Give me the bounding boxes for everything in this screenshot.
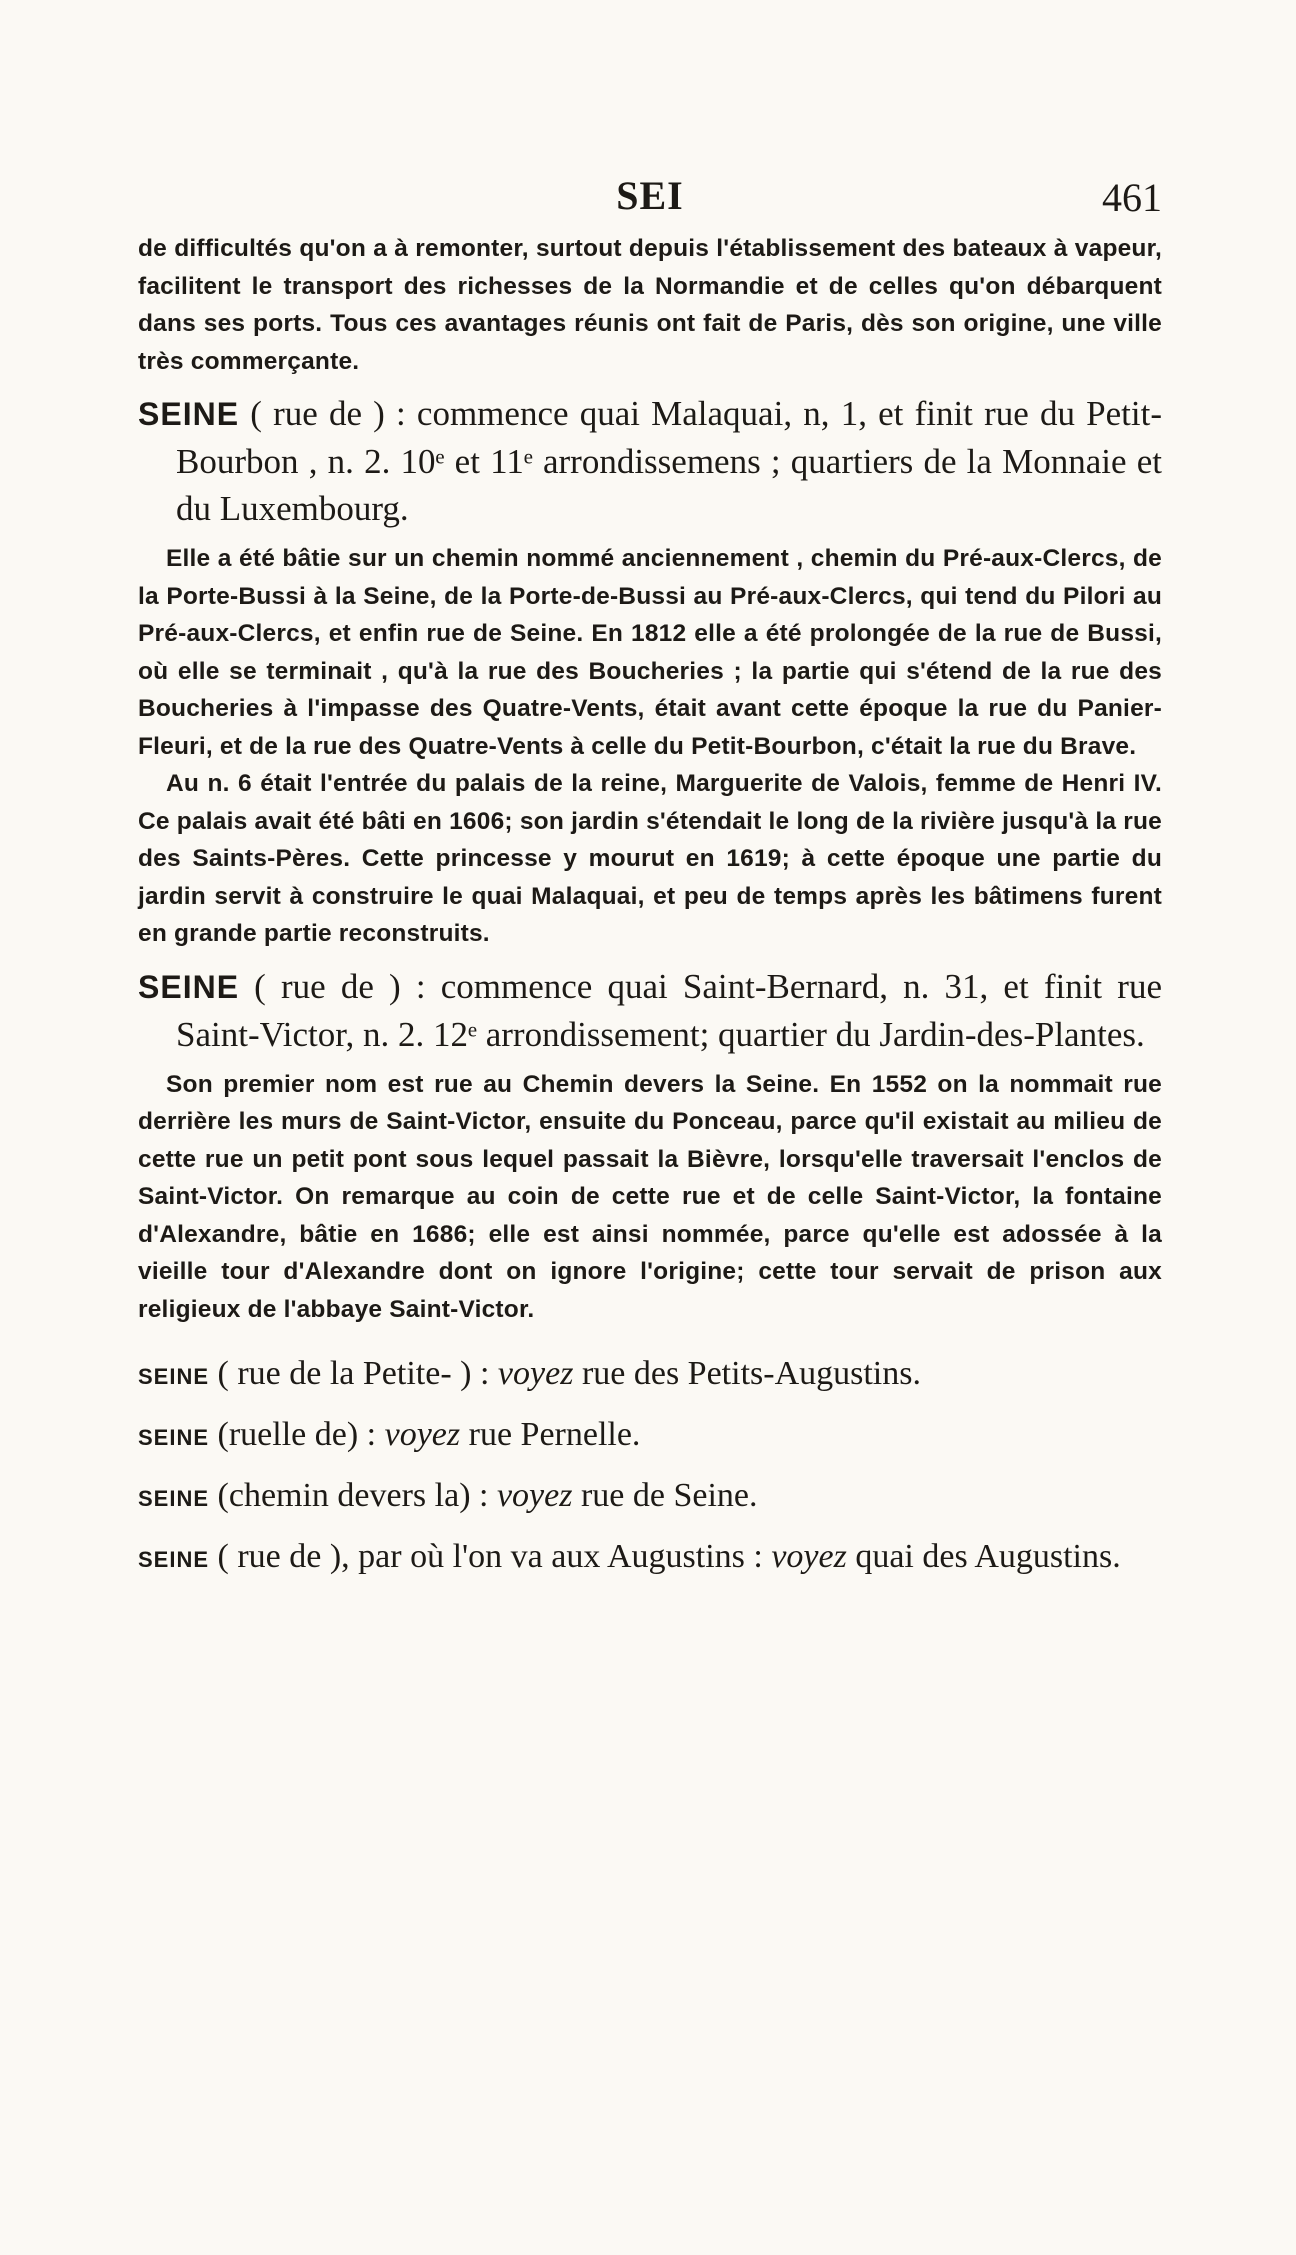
entry-heading-text: ( rue de ) : commence quai Malaquai, n, 1, et finit rue du Petit-Bourbon , n. 2. 10ᵉ et 11ᵉ arrondissemens ; quartiers de la Monnaie et du Luxembourg. — [176, 394, 1162, 528]
entry-paragraph: Au n. 6 était l'entrée du palais de la reine, Marguerite de Valois, femme de Henri IV. Ce palais avait été bâti en 1606; son jardin s'étendait le long de la rivière jusqu'à la rue des Saints-Pères. Cette princesse y mourut en 1619; à cette époque une partie du jardin servit à construire le quai Malaquai, et peu de temps après les bâtimens furent en grande partie reconstruits. — [138, 770, 1162, 947]
entry-heading-text: ( rue de ) : commence quai Saint-Bernard, n. 31, et finit rue Saint-Victor, n. 2. 12ᵉ arrondissement; quartier du Jardin-des-Plantes. — [176, 966, 1162, 1054]
running-head — [138, 160, 1162, 230]
cross-reference: SEINE ( rue de ), par où l'on va aux Augustins : voyez quai des Augustins. — [138, 1538, 1121, 1575]
xref-target: rue des Petits-Augustins. — [573, 1355, 921, 1392]
see-marker: voyez — [771, 1538, 847, 1575]
entry-rue-de-seine-1 — [138, 390, 1162, 953]
xref-keyword: SEINE — [138, 1486, 210, 1511]
cross-reference: SEINE (chemin devers la) : voyez rue de Seine. — [138, 1477, 758, 1514]
entry-keyword: SEINE — [138, 396, 240, 432]
xref-target: quai des Augustins. — [846, 1538, 1121, 1575]
entry-heading — [138, 963, 1162, 1058]
running-head-title: SEI — [616, 173, 684, 218]
book-page — [138, 160, 1162, 1592]
xref-target: rue Pernelle. — [460, 1416, 641, 1453]
xref-keyword: SEINE — [138, 1425, 210, 1450]
xref-keyword: SEINE — [138, 1364, 210, 1389]
see-marker: voyez — [496, 1477, 573, 1514]
xref-target: rue de Seine. — [572, 1477, 758, 1514]
see-marker: voyez — [497, 1355, 574, 1392]
entry-paragraph: Elle a été bâtie sur un chemin nommé anciennement , chemin du Pré-aux-Clercs, de la Porte-Bussi à la Seine, de la Porte-de-Bussi au Pré-aux-Clercs, qui tend du Pilori au Pré-aux-Clercs, et enfin rue de Seine. En 1812 elle a été prolongée de la rue de Bussi, où elle se terminait , qu'à la rue des Boucheries ; la partie qui s'étend de la rue des Boucheries à l'impasse des Quatre-Vents, était avant cette époque la rue du Panier-Fleuri, et de la rue des Quatre-Vents à celle du Petit-Bourbon, c'était la rue du Brave. — [138, 545, 1162, 760]
entry-keyword: SEINE — [138, 968, 240, 1005]
cross-reference: SEINE ( rue de la Petite- ) : voyez rue des Petits-Augustins. — [138, 1355, 921, 1392]
page-number: 461 — [1102, 175, 1162, 220]
entry-rue-de-seine-2 — [138, 963, 1162, 1329]
cross-reference: SEINE (ruelle de) : voyez rue Pernelle. — [138, 1416, 641, 1453]
see-marker: voyez — [384, 1416, 461, 1453]
xref-keyword: SEINE — [138, 1547, 210, 1572]
intro-paragraph: de difficultés qu'on a à remonter, surtout depuis l'établissement des bateaux à vapeur, facilitent le transport des richesses de la Normandie et de celles qu'on débarquent dans ses ports. Tous ces avantages réunis ont fait de Paris, dès son origine, une ville très commerçante. — [138, 235, 1162, 375]
entry-heading — [138, 390, 1162, 532]
entry-paragraph: Son premier nom est rue au Chemin devers la Seine. En 1552 on la nommait rue derrière les murs de Saint-Victor, ensuite du Ponceau, parce qu'il existait au milieu de cette rue un petit pont sous lequel passait la Bièvre, lorsqu'elle traversait l'enclos de Saint-Victor. On remarque au coin de cette rue et de celle Saint-Victor, la fontaine d'Alexandre, bâtie en 1686; elle est ainsi nommée, parce qu'elle est adossée à la vieille tour d'Alexandre dont on ignore l'origine; cette tour servait de prison aux religieux de l'abbaye Saint-Victor. — [138, 1070, 1162, 1323]
